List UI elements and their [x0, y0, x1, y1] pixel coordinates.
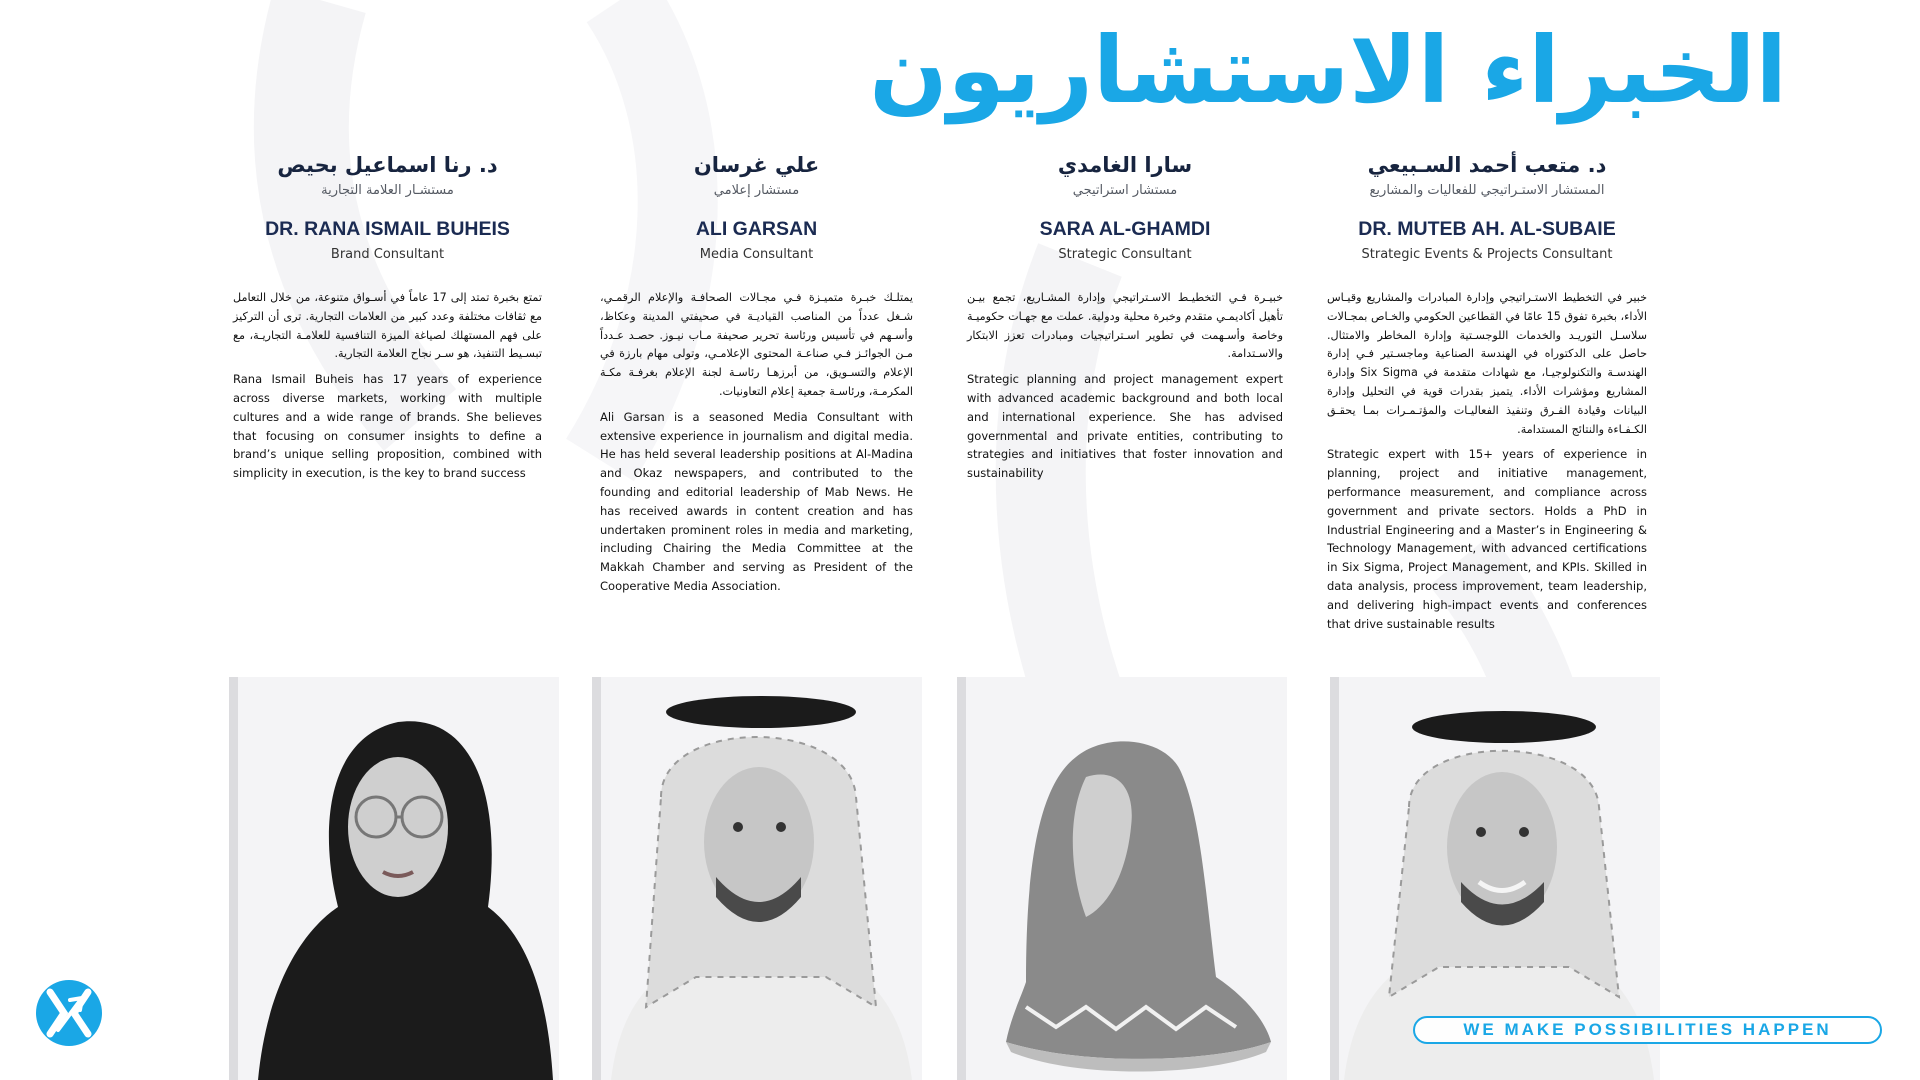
- frame-divider: [957, 677, 966, 1080]
- woman-silhouette-icon: [966, 677, 1287, 1080]
- expert-arabic-name: د. رنا اسماعيل بحيص: [277, 153, 498, 177]
- expert-english-name: SARA AL-GHAMDI: [1039, 218, 1211, 240]
- expert-english-role: Strategic Consultant: [1058, 247, 1192, 262]
- expert-english-bio: Rana Ismail Buheis has 17 years of experience across diverse markets, working with multiple cultures and a wide range of brands. She believes that focusing on consumer insights to define a brand’s unique selling proposition, combined with simplicity in execution, is the key to brand success: [233, 372, 542, 481]
- expert-english-name: DR. RANA ISMAIL BUHEIS: [265, 218, 510, 240]
- expert-english-role: Brand Consultant: [330, 247, 445, 262]
- x-arrow-logo-icon: [34, 978, 104, 1048]
- frame-divider: [1330, 677, 1339, 1080]
- expert-arabic-name: د. متعب أحمد السـبيعي: [1367, 153, 1607, 177]
- expert-english-bio: Ali Garsan is a seasoned Media Consultant with extensive experience in journalism and digital media. He has held several leadership positions at Al-Madina and Okaz newspapers, and contributed to the founding and editorial leadership of Mab News. He has received awards in content creation and has undertaken prominent roles in media and marketing, including Chairing the Media Committee at the Makkah Chamber and serving as President of the Cooperative Media Association.: [600, 409, 913, 593]
- photo-frame-ali: [592, 677, 922, 1080]
- woman-portrait-icon: [238, 677, 559, 1080]
- expert-arabic-name: سارا الغامدي: [1057, 153, 1193, 177]
- expert-english-bio: Strategic planning and project management expert with advanced academic background and both local and international experience. She has advised governmental and private entities, contributing to strategies and initiatives that foster innovation and sustainability: [967, 372, 1283, 481]
- expert-english-bio: Strategic expert with 15+ years of experience in planning, project and initiative management, performance measurement, and compliance across government and private sectors. Holds a PhD in Industrial Engineering and a Master’s in Engineering & Technology Management, with advanced certifications in Six Sigma, Project Management, and KPIs. Skilled in data analysis, process improvement, team leadership, and delivering high-impact events and conferences that drive sustainable results: [1327, 447, 1647, 631]
- page-title: الخبراء الاستشاريون: [869, 17, 1787, 124]
- expert-arabic-name: علي غرسان: [693, 153, 820, 177]
- expert-arabic-bio: خبير في التخطيط الاستـراتيجي وإدارة المبادرات والمشاريع وقيـاس الأداء، بخبرة تفوق 15 عامًا في القطاعين الحكومي والخـاص بمجـالات سلاسـل التوريـد والخدمات اللوجسـتية وإدارة المخاطر والامتثال. حاصل على الدكتوراه في الهندسة الصناعية وماجسـتير فـي إدارة الهندسـة والتكنولوجيـا، مع شهادات متقدمة في Six Sigma وإدارة المشاريع ومؤشرات الأداء. يتميز بقدرات قوية في التحليل وإدارة البيانات وقيادة الفـرق وتنفيذ الفعاليـات والمؤتـمـرات بمـا يحقـق الكـفـاءة والنتائج المستدامة.: [1327, 291, 1647, 436]
- frame-divider: [592, 677, 601, 1080]
- expert-english-name: DR. MUTEB AH. AL-SUBAIE: [1358, 218, 1616, 240]
- expert-card-sara: [967, 150, 1283, 483]
- expert-card-muteb: [1327, 150, 1647, 633]
- photo-frame-sara: [957, 677, 1287, 1080]
- expert-arabic-role: مستشار إعلامي: [713, 183, 800, 198]
- expert-english-role: Strategic Events & Projects Consultant: [1361, 247, 1613, 262]
- expert-arabic-role: المستشار الاستـراتيجي للفعاليات والمشاريع: [1369, 183, 1605, 198]
- expert-arabic-role: مستشـار العلامة التجارية: [321, 183, 454, 198]
- tagline-badge: WE MAKE POSSIBILITIES HAPPEN: [1413, 1016, 1882, 1044]
- frame-divider: [229, 677, 238, 1080]
- man-portrait-icon: [601, 677, 922, 1080]
- expert-arabic-role: مستشار استراتيجي: [1072, 183, 1178, 198]
- expert-english-role: Media Consultant: [699, 247, 814, 262]
- expert-card-ali: [600, 150, 913, 596]
- expert-english-name: ALI GARSAN: [695, 218, 818, 240]
- expert-arabic-bio: تمتع بخبرة تمتد إلى 17 عاماً في أسـواق متنوعة، من خلال التعامل مع ثقافات مختلفة وعدد كبير من العلامات التجارية. ترى أن التركيز على فهم المستهلك لصياغة الميزة التنافسية للعلامـة التجاريـة، مع تبسـيط التنفيذ، هو سـر نجاح العلامة التجارية.: [233, 291, 542, 361]
- photo-frame-rana: [229, 677, 559, 1080]
- expert-arabic-bio: يمتلـك خبـرة متميـزة فـي مجـالات الصحافـة والإعلام الرقمـي، شـغل عدداً من المناصب القياديـة في صحيفتي المدينة وعكاظ، وأسـهم في تأسيس ورئاسة تحرير صحيفة مـاب نيـوز. حصـد عـدداً مـن الجوائـز فـي صناعـة المحتوى الإعلامـي، وتولى مهام بارزة في الإعلام والتسـويق، من أبرزهـا رئاسـة لجنة الإعلام بغرفـة مكـة المكرمـة، ورئاسـة جمعية إعلام التعاونيات.: [600, 291, 913, 398]
- expert-arabic-bio: خبيـرة فـي التخطيـط الاسـتراتيجي وإدارة المشـاريع، تجمع بيـن تأهيل أكاديمـي متقدم وخبرة محلية ودولية. عملت مع جهـات حكوميـة وخاصة وأسـهمت في تطوير اسـتراتيجيات ومبادرات تعزز الابتكار والاسـتدامة.: [967, 291, 1283, 361]
- expert-card-rana: [233, 150, 542, 483]
